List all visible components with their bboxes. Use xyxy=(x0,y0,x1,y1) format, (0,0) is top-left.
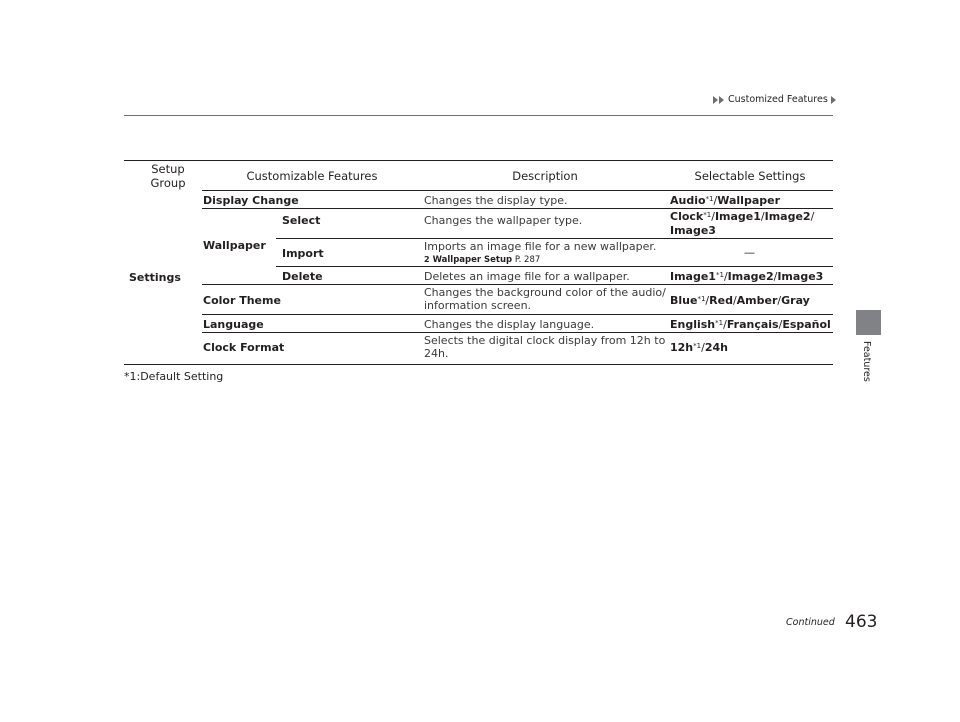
sub-feature-import: Import xyxy=(282,247,324,260)
table-header-rule xyxy=(202,190,833,191)
desc-clock-format xyxy=(424,334,665,360)
footnote-marker: *1 xyxy=(703,211,712,219)
desc-delete: Deletes an image file for a wallpaper. xyxy=(424,270,630,283)
setting-option: Français xyxy=(726,318,779,331)
triangle-bullet-icon xyxy=(831,96,836,104)
page-number: 463 xyxy=(845,612,878,632)
reference-page: P. 287 xyxy=(514,255,541,265)
breadcrumb-label: Customized Features xyxy=(728,94,828,105)
setting-option: 24h xyxy=(704,341,728,354)
header-description: Description xyxy=(512,169,578,183)
header-selectable-settings: Selectable Settings xyxy=(694,169,806,183)
setting-separator: / xyxy=(701,341,705,354)
row-rule xyxy=(202,284,833,285)
desc-language: Changes the display language. xyxy=(424,318,595,331)
setting-option: English xyxy=(670,318,716,331)
row-rule xyxy=(276,266,833,267)
desc-display-change: Changes the display type. xyxy=(424,194,568,207)
footnote-marker: *1 xyxy=(715,271,724,279)
reference-label: Wallpaper Setup xyxy=(432,255,513,265)
table-bottom-rule xyxy=(124,364,833,365)
setup-group-settings: Settings xyxy=(129,271,181,284)
setting-option: Español xyxy=(782,318,831,331)
desc-select: Changes the wallpaper type. xyxy=(424,214,583,227)
settings-import: — xyxy=(744,246,755,259)
desc-line: Changes the background color of the audio/ xyxy=(424,286,666,299)
header-setup-group-line1: Setup xyxy=(151,162,185,176)
cross-reference xyxy=(424,254,540,266)
setting-option: Gray xyxy=(781,294,810,307)
section-tab-label: Features xyxy=(861,341,872,382)
setting-option: Blue xyxy=(670,294,698,307)
header-customizable-features: Customizable Features xyxy=(246,169,378,183)
setting-option: Image2 xyxy=(764,210,811,223)
row-rule xyxy=(202,314,833,315)
desc-line: Selects the digital clock display from 12h to xyxy=(424,334,666,347)
header-setup-group xyxy=(124,162,212,190)
setting-separator: / xyxy=(732,294,737,307)
setting-separator: / xyxy=(760,210,765,223)
continued-label: Continued xyxy=(786,617,835,628)
settings-language xyxy=(670,318,831,331)
header-divider xyxy=(124,115,833,116)
setting-separator: / xyxy=(773,270,778,283)
settings-select xyxy=(670,210,814,238)
feature-color-theme: Color Theme xyxy=(203,294,281,307)
row-rule xyxy=(202,332,833,333)
footnote-marker: *1 xyxy=(693,342,702,350)
setting-option: Red xyxy=(709,294,733,307)
desc-color-theme xyxy=(424,286,666,312)
setting-option: Image1 xyxy=(670,270,716,283)
triangle-bullet-icon xyxy=(713,96,718,104)
table-top-rule xyxy=(124,160,833,161)
setting-option: Image2 xyxy=(727,270,774,283)
footnote: *1:Default Setting xyxy=(124,370,224,383)
row-rule xyxy=(276,238,833,239)
setting-option: Image3 xyxy=(670,224,716,237)
settings-display-change xyxy=(670,194,780,207)
setting-option: Amber xyxy=(736,294,778,307)
feature-clock-format: Clock Format xyxy=(203,341,285,354)
setting-separator: / xyxy=(777,294,782,307)
section-tab-marker xyxy=(856,310,881,335)
setting-option: Wallpaper xyxy=(717,194,780,207)
triangle-bullet-icon xyxy=(719,96,724,104)
setting-option: Audio xyxy=(670,194,706,207)
header-setup-group-line2: Group xyxy=(150,176,186,190)
sub-feature-delete: Delete xyxy=(282,270,323,283)
setting-option: Image3 xyxy=(777,270,824,283)
settings-clock-format xyxy=(670,341,728,354)
feature-display-change: Display Change xyxy=(203,194,299,207)
settings-color-theme xyxy=(670,294,810,307)
setting-separator: / xyxy=(778,318,783,331)
breadcrumb xyxy=(713,94,837,105)
footnote-marker: *1 xyxy=(697,295,706,303)
feature-wallpaper: Wallpaper xyxy=(203,239,266,252)
setting-option: Clock xyxy=(670,210,704,223)
feature-language: Language xyxy=(203,318,264,331)
sub-feature-select: Select xyxy=(282,214,321,227)
reference-arrow-icon: 2 xyxy=(424,255,430,264)
setting-option: Image1 xyxy=(714,210,761,223)
settings-delete xyxy=(670,270,823,283)
row-rule xyxy=(202,208,833,209)
footnote-marker: *1 xyxy=(715,319,724,327)
setting-option: 12h xyxy=(670,341,694,354)
setting-separator: / xyxy=(713,194,718,207)
desc-line: information screen. xyxy=(424,299,532,312)
setting-separator: / xyxy=(705,294,710,307)
setting-separator: / xyxy=(810,210,815,223)
setting-separator: / xyxy=(723,270,728,283)
desc-import: Imports an image file for a new wallpaper. xyxy=(424,240,657,253)
setting-separator: / xyxy=(711,210,715,223)
desc-line: 24h. xyxy=(424,347,449,360)
setting-separator: / xyxy=(723,318,727,331)
footnote-marker: *1 xyxy=(705,195,714,203)
